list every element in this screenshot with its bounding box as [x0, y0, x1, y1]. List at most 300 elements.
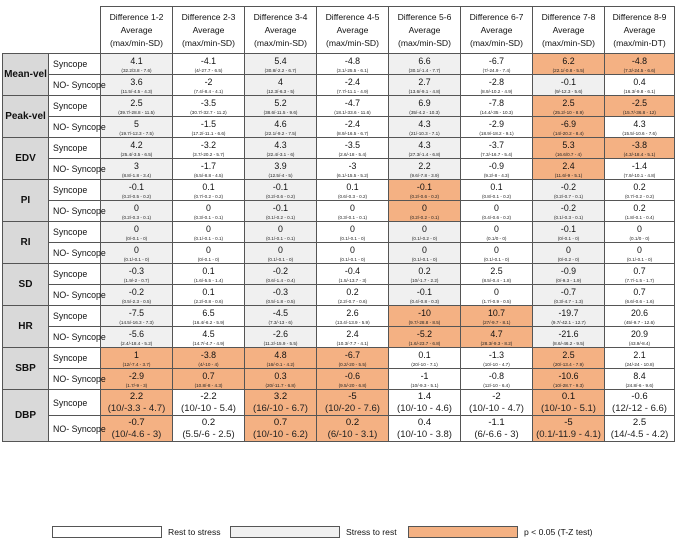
- cell-range: (10/-10 - 4.7): [483, 362, 510, 367]
- data-cell: [605, 180, 675, 201]
- cell-average: -2.9: [488, 119, 505, 129]
- column-header: [389, 7, 461, 54]
- header-row: [3, 7, 675, 54]
- data-cell: [461, 117, 533, 138]
- data-cell: [245, 243, 317, 264]
- data-cell: [173, 75, 245, 96]
- legend-item-stress: [230, 525, 397, 539]
- cell-average: 6.5: [202, 308, 215, 318]
- cell-average: -0.9: [488, 161, 505, 171]
- data-cell: [461, 222, 533, 243]
- cell-range: (0.2/-0.2 - 0.1): [409, 215, 440, 220]
- cell-average: 6.2: [562, 56, 575, 66]
- row-label: NO- Syncope: [49, 327, 101, 348]
- cell-average: 0.3: [274, 371, 287, 381]
- cell-average: 4.6: [274, 119, 287, 129]
- column-header-metric: Average: [480, 24, 513, 35]
- cell-average: -0.1: [272, 203, 289, 213]
- column-header-metric: Average: [623, 24, 656, 35]
- table-row: [3, 75, 675, 96]
- cell-range: (27.3/-1.4 - 6.8): [408, 152, 441, 157]
- data-cell: [173, 222, 245, 243]
- cell-range: (12/-7.4 - 3.7): [122, 362, 151, 367]
- cell-range: (0.5/-2.3 - 0.5): [121, 299, 152, 304]
- data-cell: [461, 264, 533, 285]
- data-cell: [533, 75, 605, 96]
- cell-range: (10/-3.3 - 4.7): [107, 403, 166, 414]
- cell-average: -0.6: [631, 391, 648, 402]
- cell-range: (24.8/-6 - 9.6): [625, 383, 654, 388]
- data-cell: [101, 222, 173, 243]
- data-cell: [245, 138, 317, 159]
- cell-average: -0.1: [128, 182, 145, 192]
- legend-item-significant: [408, 525, 593, 539]
- column-header-title: Difference 1-2: [109, 11, 164, 22]
- data-cell: [317, 180, 389, 201]
- table-row: [3, 264, 675, 285]
- data-cell: [173, 159, 245, 180]
- cell-range: (15.5/-10.6 - 7.6): [622, 131, 657, 136]
- cell-range: (30.1/-1.4 - 7.7): [408, 68, 441, 73]
- row-label: NO- Syncope: [49, 117, 101, 138]
- cell-range: (0.6/-0.3 - 0.2): [337, 194, 368, 199]
- corner-blank: [49, 7, 101, 54]
- column-header-title: Difference 4-5: [325, 11, 380, 22]
- table-row: [3, 327, 675, 348]
- cell-range: (17.2/-11.1 - 6.6): [191, 131, 226, 136]
- cell-average: 0: [134, 203, 139, 213]
- data-cell: [389, 285, 461, 306]
- data-cell: [461, 416, 533, 442]
- cell-range: (0.2/-0.7 - 0.1): [553, 194, 584, 199]
- row-label: Syncope: [49, 222, 101, 243]
- data-cell: [533, 390, 605, 416]
- cell-average: 0: [422, 224, 427, 234]
- cell-average: 0.1: [346, 182, 359, 192]
- cell-average: 0.4: [633, 77, 646, 87]
- row-label: Syncope: [49, 180, 101, 201]
- cell-average: 0.1: [561, 391, 576, 402]
- cell-range: (2.4/-18.4 - 5.2): [120, 341, 153, 346]
- cell-average: 0.2: [346, 287, 359, 297]
- data-cell: [461, 75, 533, 96]
- group-label: SD: [3, 264, 49, 306]
- cell-range: (6.1/-15.5 - 5.2): [336, 173, 369, 178]
- data-cell: [173, 117, 245, 138]
- data-cell: [389, 243, 461, 264]
- cell-range: (0.2/-20 - 5.5): [338, 362, 367, 367]
- cell-average: -1.5: [200, 119, 217, 129]
- cell-average: 0.7: [273, 417, 288, 428]
- group-label: PI: [3, 180, 49, 222]
- cell-range: (0.1/-0.2 - 0): [411, 236, 438, 241]
- cell-average: -1.1: [488, 417, 505, 428]
- column-header: [317, 7, 389, 54]
- cell-range: (0.1/0 - 0): [629, 236, 650, 241]
- cell-average: -5: [348, 391, 357, 402]
- cell-range: (22.1/-0.8 - 5.5): [552, 68, 585, 73]
- data-cell: [317, 390, 389, 416]
- data-cell: [245, 54, 317, 75]
- cell-average: 2.4: [562, 161, 575, 171]
- cell-range: (38.6/-11.5 - 9.6): [263, 110, 298, 115]
- cell-range: (8.9/-16.5 - 6.7): [336, 131, 369, 136]
- cell-range: (14.4/-35 - 10.3): [480, 110, 513, 115]
- cell-average: 3.9: [274, 161, 287, 171]
- data-cell: [317, 96, 389, 117]
- cell-average: -0.1: [560, 224, 577, 234]
- cell-average: -3.5: [344, 140, 361, 150]
- cell-range: (28.3/-9.3 - 8.2): [480, 341, 513, 346]
- cell-range: (0.1/-0.2 - 0.1): [265, 215, 296, 220]
- cell-range: (10/-10 - 4.6): [397, 403, 452, 414]
- row-label: Syncope: [49, 138, 101, 159]
- data-cell: [533, 348, 605, 369]
- cell-average: 0.2: [201, 417, 216, 428]
- cell-range: (27/-9.7 - 8.1): [482, 320, 511, 325]
- data-cell: [317, 243, 389, 264]
- legend: [52, 525, 672, 539]
- cell-average: 4.5: [202, 329, 215, 339]
- cell-range: (0.2/-0.5 - 0.2): [121, 194, 152, 199]
- data-cell: [461, 243, 533, 264]
- data-cell: [461, 201, 533, 222]
- cell-range: (7/-24.9 - 7.4): [482, 68, 511, 73]
- legend-label-rest: Rest to stress: [168, 527, 221, 537]
- data-cell: [533, 201, 605, 222]
- cell-average: -0.1: [272, 182, 289, 192]
- data-cell: [533, 159, 605, 180]
- data-cell: [533, 369, 605, 390]
- cell-range: (7.4/-8.4 - 4.1): [193, 89, 224, 94]
- cell-average: 3.2: [273, 391, 288, 402]
- data-cell: [605, 369, 675, 390]
- data-cell: [533, 138, 605, 159]
- data-cell: [461, 348, 533, 369]
- cell-average: -21.6: [558, 329, 579, 339]
- data-cell: [101, 285, 173, 306]
- cell-average: 0: [278, 224, 283, 234]
- cell-average: -0.2: [272, 266, 289, 276]
- cell-average: -4.5: [272, 308, 289, 318]
- data-cell: [389, 222, 461, 243]
- cell-average: 0: [494, 203, 499, 213]
- data-cell: [533, 327, 605, 348]
- data-cell: [245, 180, 317, 201]
- data-cell: [533, 180, 605, 201]
- data-cell: [317, 306, 389, 327]
- cell-average: -3.8: [200, 350, 217, 360]
- cell-range: (7.3/-24.5 - 6.6): [623, 68, 656, 73]
- cell-range: (19.7/-12.3 - 7.5): [119, 131, 154, 136]
- cell-average: 0: [494, 287, 499, 297]
- cell-average: 0: [206, 224, 211, 234]
- data-cell: [101, 243, 173, 264]
- cell-range: (10/-10 - 5.4): [181, 403, 236, 414]
- data-cell: [533, 264, 605, 285]
- cell-average: 6.9: [418, 98, 431, 108]
- data-cell: [245, 117, 317, 138]
- cell-average: -0.7: [128, 417, 145, 428]
- data-cell: [533, 54, 605, 75]
- data-cell: [317, 285, 389, 306]
- cell-range: (9.7/-42.1 - 12.7): [551, 320, 586, 325]
- cell-average: 2.2: [129, 391, 144, 402]
- cell-range: (10/-10 - 5.1): [541, 403, 596, 414]
- cell-average: 2.5: [130, 98, 143, 108]
- column-header: [245, 7, 317, 54]
- cell-average: -3.8: [631, 140, 648, 150]
- cell-range: (21/-10.3 - 7.1): [409, 131, 440, 136]
- data-cell: [461, 138, 533, 159]
- data-cell: [389, 264, 461, 285]
- cell-average: -3.2: [200, 140, 217, 150]
- cell-average: 0: [422, 245, 427, 255]
- cell-average: -0.8: [488, 371, 505, 381]
- cell-range: (13.6/-9.1 - 4.8): [408, 89, 441, 94]
- cell-average: 0.7: [633, 266, 646, 276]
- column-header-note: (max/min-SD): [182, 37, 235, 48]
- cell-average: -0.7: [560, 287, 577, 297]
- cell-range: (25.2/-10 - 8.9): [553, 110, 584, 115]
- data-cell: [245, 285, 317, 306]
- row-label: Syncope: [49, 306, 101, 327]
- cell-average: 5.2: [274, 98, 287, 108]
- column-header-note: (max/min-DT): [613, 37, 666, 48]
- data-cell: [533, 243, 605, 264]
- cell-range: (0.3/-0.1 - 0.1): [337, 215, 368, 220]
- cell-range: (1.6/-5.5 - 1.4): [193, 278, 224, 283]
- data-cell: [245, 327, 317, 348]
- table-row: [3, 159, 675, 180]
- cell-range: (3.7/-20.2 - 5.7): [192, 152, 225, 157]
- cell-average: -3: [348, 161, 357, 171]
- cell-range: (1.7/-0.9 - 0.5): [481, 299, 512, 304]
- row-label: NO- Syncope: [49, 201, 101, 222]
- cell-range: (6.5/-8.8 - 4.5): [193, 173, 224, 178]
- data-cell: [101, 96, 173, 117]
- cell-range: (1.6/-23.7 - 6.8): [408, 341, 441, 346]
- cell-range: (10/-10 - 6.2): [253, 429, 308, 440]
- cell-range: (12.5/-4 - 5): [268, 173, 293, 178]
- data-cell: [245, 222, 317, 243]
- cell-range: (10.3/-7.7 - 4.1): [336, 341, 369, 346]
- data-cell: [605, 96, 675, 117]
- column-header-metric: Average: [264, 24, 297, 35]
- table-row: [3, 222, 675, 243]
- data-cell: [317, 369, 389, 390]
- data-cell: [605, 243, 675, 264]
- cell-average: -10: [418, 308, 431, 318]
- cell-range: (8.8/-1.8 - 3.4): [121, 173, 152, 178]
- row-label: NO- Syncope: [49, 285, 101, 306]
- cell-range: (15.7/-36.8 - 12): [623, 110, 656, 115]
- cell-average: -1: [420, 371, 429, 381]
- data-cell: [605, 348, 675, 369]
- data-cell: [101, 306, 173, 327]
- cell-average: 4.3: [274, 140, 287, 150]
- data-cell: [245, 264, 317, 285]
- table-row: [3, 201, 675, 222]
- column-header-note: (max/min-SD): [254, 37, 307, 48]
- data-cell: [605, 416, 675, 442]
- row-label: Syncope: [49, 96, 101, 117]
- cell-average: 2.5: [632, 417, 647, 428]
- data-cell: [389, 306, 461, 327]
- data-cell: [389, 117, 461, 138]
- data-cell: [605, 306, 675, 327]
- data-cell: [389, 369, 461, 390]
- cell-range: (0/-0.1 - 0): [197, 257, 220, 262]
- cell-range: (10/-1.7 - 2.2): [410, 278, 439, 283]
- cell-average: -5.6: [128, 329, 145, 339]
- cell-range: (0.1/-0.3 - 0.1): [553, 215, 584, 220]
- cell-range: (10/-4.6 - 3): [111, 429, 162, 440]
- data-cell: [317, 327, 389, 348]
- cell-range: (0.1/-0.1 - 0): [267, 257, 294, 262]
- column-header: [173, 7, 245, 54]
- cell-average: -0.2: [560, 203, 577, 213]
- column-header: [101, 7, 173, 54]
- data-cell: [605, 222, 675, 243]
- data-cell: [389, 96, 461, 117]
- data-cell: [461, 369, 533, 390]
- group-label: SBP: [3, 348, 49, 390]
- cell-range: (14.5/-16.3 - 7.3): [119, 320, 154, 325]
- table-row: [3, 306, 675, 327]
- data-cell: [101, 390, 173, 416]
- cell-range: (0/-0.2 - 0): [557, 257, 580, 262]
- cell-average: -6.7: [488, 56, 505, 66]
- cell-average: -10.6: [558, 371, 579, 381]
- data-cell: [101, 264, 173, 285]
- cell-average: -1.4: [631, 161, 648, 171]
- cell-average: -2: [204, 77, 213, 87]
- data-cell: [389, 138, 461, 159]
- data-cell: [461, 159, 533, 180]
- data-cell: [101, 327, 173, 348]
- cell-range: (0.4/-0.6 - 0.2): [481, 215, 512, 220]
- legend-label-stress: Stress to rest: [346, 527, 397, 537]
- row-label: NO- Syncope: [49, 416, 101, 442]
- cell-range: (16.4/-6.2 - 5.9): [192, 320, 225, 325]
- table-row: [3, 416, 675, 442]
- column-header-metric: Average: [336, 24, 369, 35]
- cell-average: -0.6: [344, 371, 361, 381]
- cell-range: (20/-13.4 - 7.9): [553, 362, 584, 367]
- cell-average: -3.7: [488, 140, 505, 150]
- data-cell: [605, 159, 675, 180]
- cell-average: 4.2: [130, 140, 143, 150]
- cell-average: -2.6: [272, 329, 289, 339]
- data-cell: [101, 138, 173, 159]
- cell-average: -2.2: [200, 391, 217, 402]
- data-cell: [389, 54, 461, 75]
- cell-average: 20.6: [630, 308, 649, 318]
- data-cell: [317, 159, 389, 180]
- cell-range: (30.7/-32.7 - 11.2): [190, 110, 227, 115]
- row-label: Syncope: [49, 390, 101, 416]
- group-label: DBP: [3, 390, 49, 442]
- group-label: RI: [3, 222, 49, 264]
- cell-average: 3: [134, 161, 139, 171]
- column-header: [461, 7, 533, 54]
- cell-average: 0: [637, 245, 642, 255]
- cell-range: (12/-10 - 6.4): [483, 383, 510, 388]
- cell-average: 5.3: [562, 140, 575, 150]
- cell-average: -1.7: [200, 161, 217, 171]
- cell-average: 0.1: [202, 287, 215, 297]
- cell-range: (0.3/-0.1 - 0.1): [193, 215, 224, 220]
- data-cell: [173, 180, 245, 201]
- cell-range: (10/-9.3 - 5.1): [410, 383, 439, 388]
- cell-range: (0.6/-1.4 - 0.4): [265, 278, 296, 283]
- cell-average: 0: [422, 203, 427, 213]
- cell-range: (7.9/-10.1 - 4.8): [623, 173, 656, 178]
- cell-range: (18.1/-33.6 - 11.6): [334, 110, 371, 115]
- row-label: Syncope: [49, 264, 101, 285]
- cell-range: (2.2/-0.7 - 0.6): [337, 299, 368, 304]
- cell-range: (8.6/-46.2 - 9.5): [552, 341, 585, 346]
- cell-range: (10/-20 - 7.6): [325, 403, 380, 414]
- cell-average: 0: [350, 224, 355, 234]
- data-cell: [245, 306, 317, 327]
- cell-average: 0: [494, 245, 499, 255]
- cell-range: (0.1/-0.1 - 0): [339, 257, 366, 262]
- cell-average: 0.2: [418, 266, 431, 276]
- legend-label-significant: p < 0.05 (T-Z test): [524, 527, 593, 537]
- column-header: [605, 7, 675, 54]
- cell-range: (20/-10 - 7.1): [411, 362, 438, 367]
- data-cell: [533, 285, 605, 306]
- cell-average: 0: [350, 203, 355, 213]
- cell-range: (0.1/-0.1 - 0): [339, 236, 366, 241]
- row-label: NO- Syncope: [49, 75, 101, 96]
- cell-range: (2.2/-0.8 - 0.6): [193, 299, 224, 304]
- cell-range: (10/-28.7 - 9.3): [553, 383, 584, 388]
- cell-range: (9.2/-8 - 4.3): [483, 173, 510, 178]
- table-row: [3, 96, 675, 117]
- data-cell: [461, 54, 533, 75]
- cell-range: (0.1/-0.1 - 0): [626, 257, 653, 262]
- data-cell: [173, 390, 245, 416]
- row-label: NO- Syncope: [49, 243, 101, 264]
- cell-range: (10.8/-8 - 4.3): [194, 383, 223, 388]
- cell-range: (9.5/-20 - 6.8): [338, 383, 367, 388]
- cell-range: (6/-6.6 - 3): [474, 429, 519, 440]
- cell-average: -5: [564, 417, 573, 428]
- cell-range: (0.1/-11.9 - 4.1): [536, 429, 601, 440]
- cell-average: -0.1: [416, 182, 433, 192]
- data-cell: [317, 416, 389, 442]
- cell-range: (8.9/-10.2 - 4.9): [480, 89, 513, 94]
- column-header-title: Difference 2-3: [181, 11, 236, 22]
- cell-average: 4.3: [418, 140, 431, 150]
- data-cell: [605, 75, 675, 96]
- cell-average: 0: [637, 224, 642, 234]
- data-cell: [317, 222, 389, 243]
- data-cell: [245, 96, 317, 117]
- cell-range: (0.4/-0.8 - 0.3): [409, 299, 440, 304]
- cell-average: 2.2: [418, 161, 431, 171]
- cell-average: 2.5: [562, 98, 575, 108]
- cell-average: 6.6: [418, 56, 431, 66]
- cell-range: (9.6/-7.8 - 3.9): [409, 173, 440, 178]
- data-cell: [101, 180, 173, 201]
- cell-average: -2.4: [344, 77, 361, 87]
- cell-average: -2: [492, 391, 501, 402]
- cell-range: (8.5/-0.4 - 1.8): [481, 278, 512, 283]
